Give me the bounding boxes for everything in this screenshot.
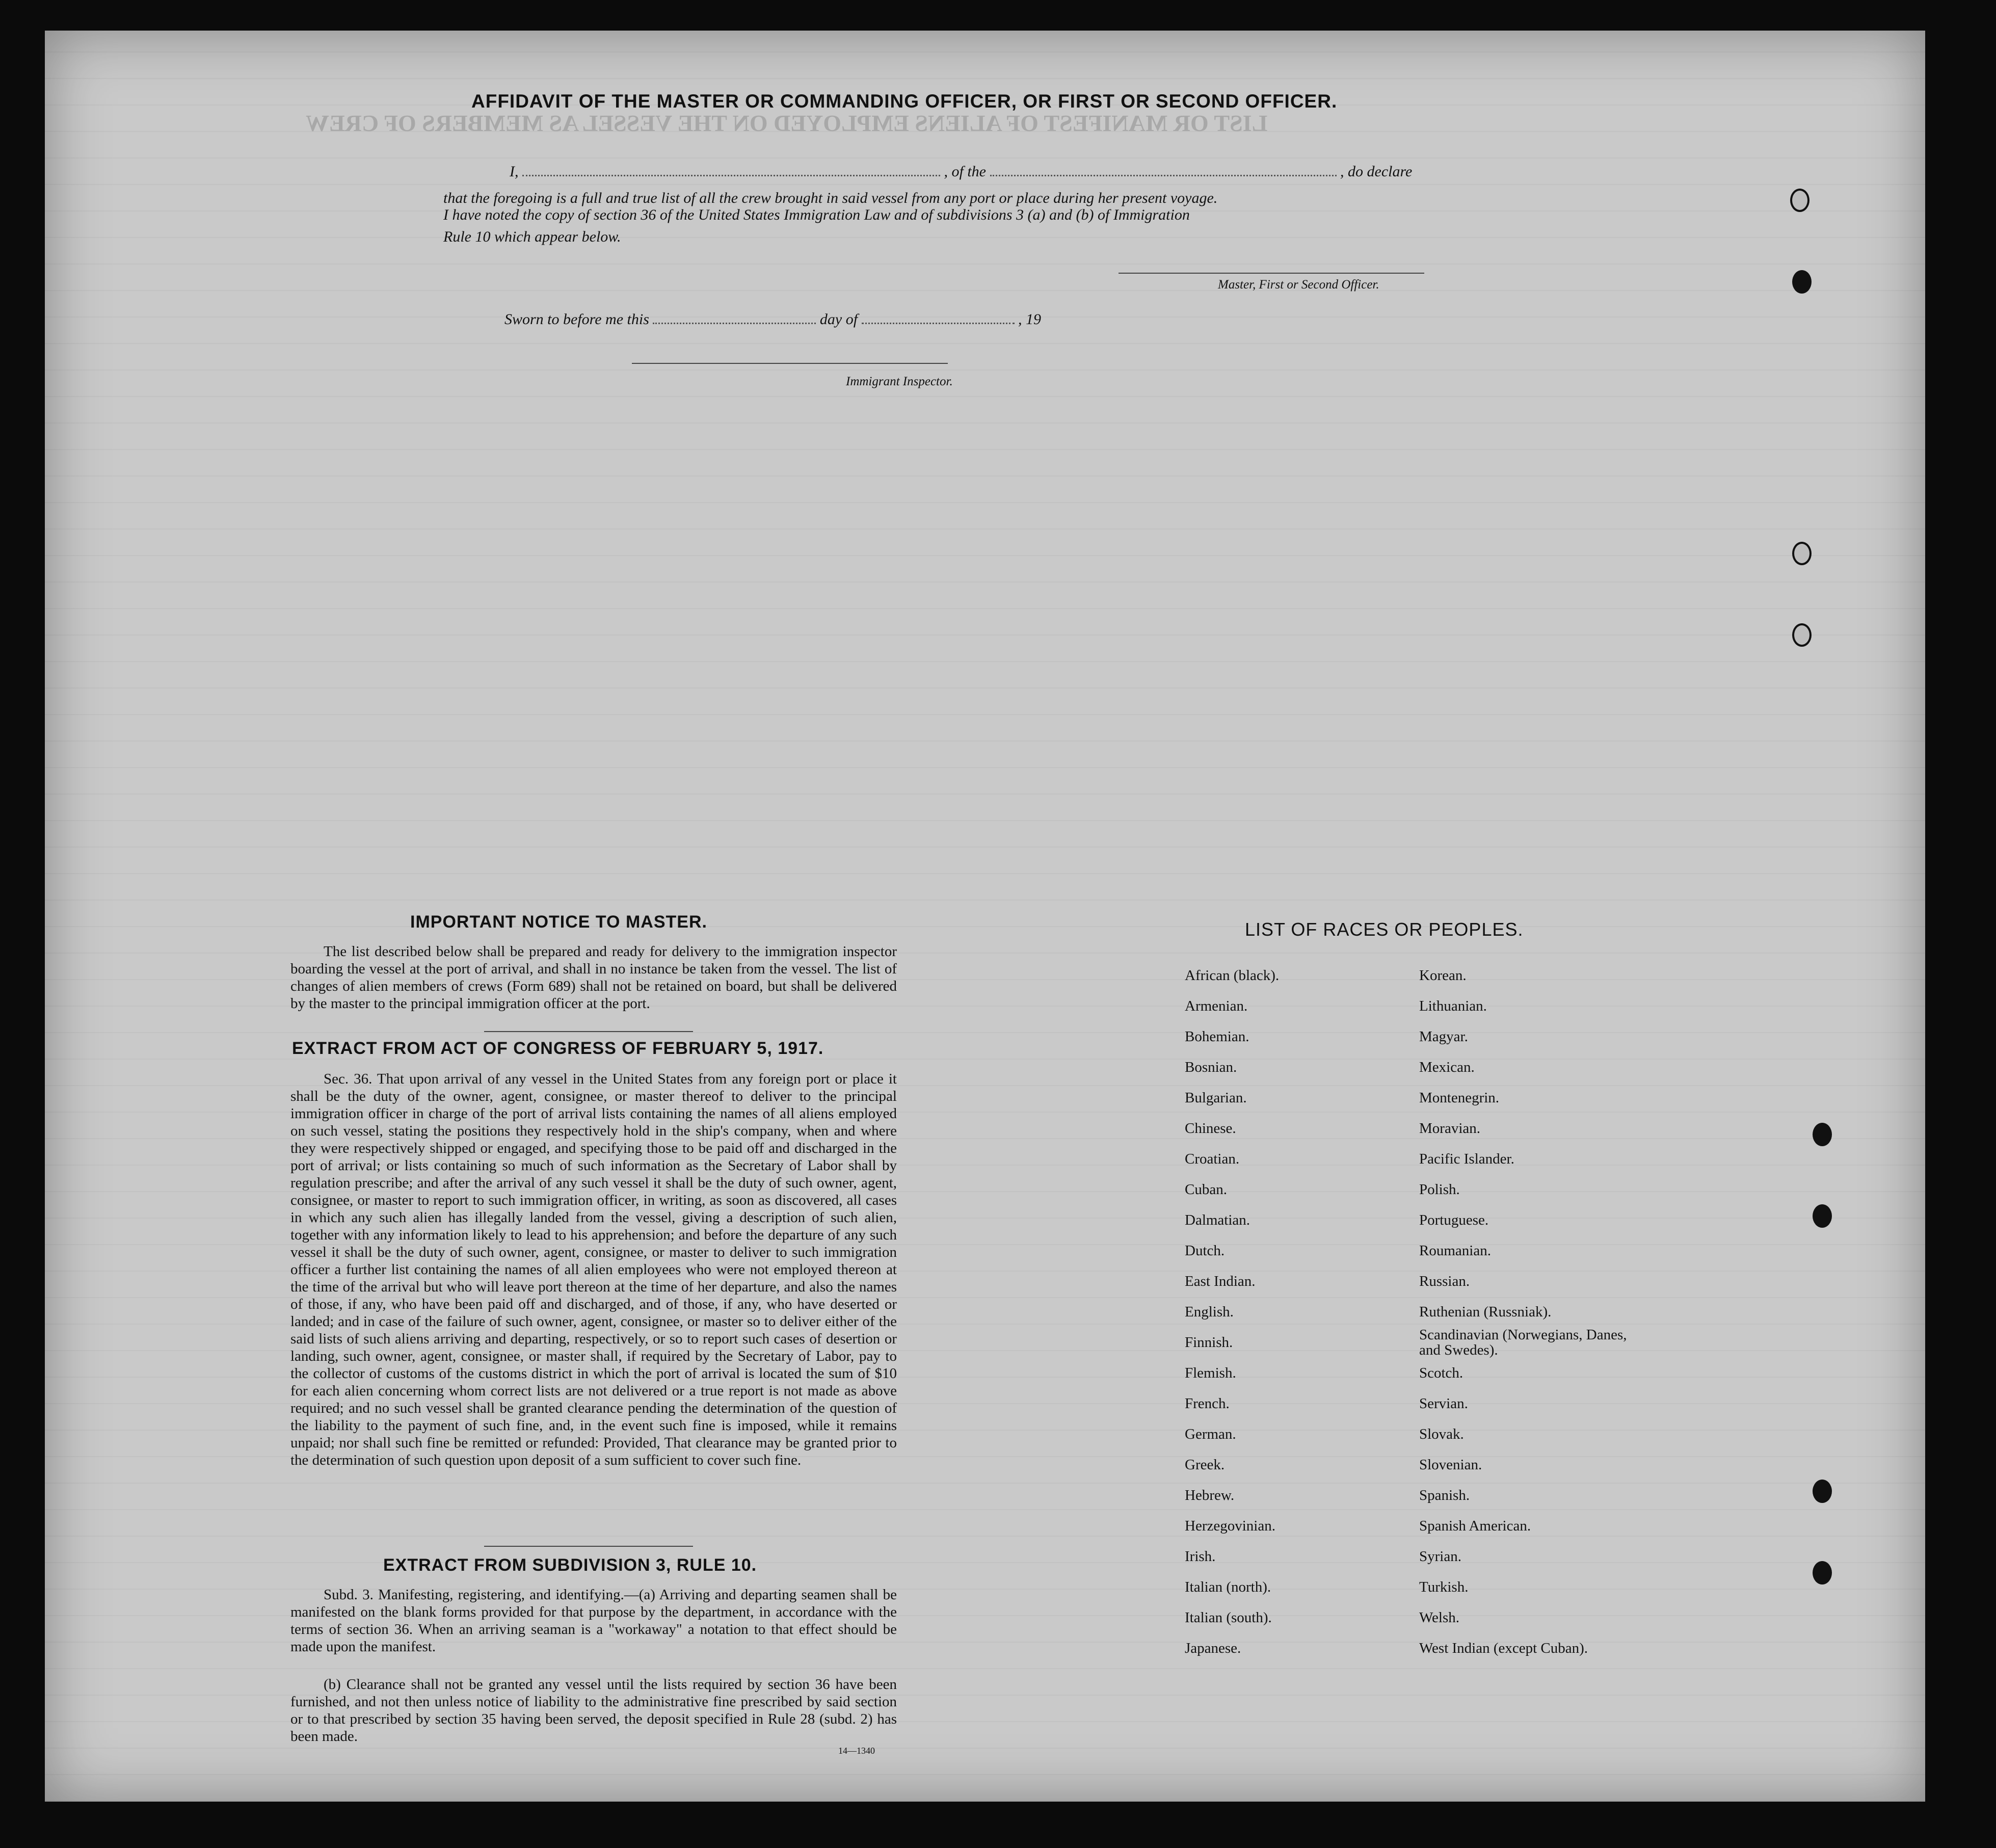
- race-item: Pacific Islander.: [1419, 1151, 1514, 1167]
- races-column-2: [1419, 960, 1633, 1664]
- race-item: Scandinavian (Norwegians, Danes, and Swedes).: [1419, 1327, 1627, 1358]
- race-item: Irish.: [1185, 1548, 1216, 1565]
- race-item: Cuban.: [1185, 1181, 1227, 1198]
- races-heading: LIST OF RACES OR PEOPLES.: [1245, 919, 1524, 940]
- affidavit-line-3: I have noted the copy of section 36 of the United States Immigration Law and of subdivisions 3 (a) and (b) of Immigration: [443, 206, 1190, 223]
- race-item: Flemish.: [1185, 1365, 1236, 1381]
- races-column-1: [1185, 960, 1279, 1664]
- race-item: Italian (north).: [1185, 1579, 1271, 1595]
- vessel-name-blank[interactable]: [990, 175, 1337, 176]
- race-item: Lithuanian.: [1419, 998, 1487, 1014]
- race-item: Slovenian.: [1419, 1457, 1482, 1473]
- affidavit-title: AFFIDAVIT OF THE MASTER OR COMMANDING OFFICER, OR FIRST OR SECOND OFFICER.: [471, 91, 1338, 112]
- race-item: West Indian (except Cuban).: [1419, 1640, 1588, 1656]
- race-item: Japanese.: [1185, 1640, 1241, 1656]
- extract-rule-text-a: Subd. 3. Manifesting, registering, and identifying.—(a) Arriving and departing seamen shall be manifested on the blank forms provided for that purpose by the department, in accordance with the terms of section 36. When an arriving seaman is a "workaway" a notation to that effect should be made upon the manifest.: [290, 1587, 897, 1655]
- affidavit-line-2: that the foregoing is a full and true list of all the crew brought in said vessel from any port or place during her present voyage.: [443, 190, 1218, 206]
- notice-heading: IMPORTANT NOTICE TO MASTER.: [410, 912, 707, 932]
- race-item: Korean.: [1419, 967, 1467, 984]
- race-item: Croatian.: [1185, 1151, 1240, 1167]
- binder-hole-icon: [1813, 1123, 1832, 1146]
- race-item: Portuguese.: [1419, 1212, 1489, 1228]
- race-item: Bulgarian.: [1185, 1090, 1247, 1106]
- race-item: Dalmatian.: [1185, 1212, 1250, 1228]
- race-item: Chinese.: [1185, 1120, 1236, 1137]
- inspector-signature-line[interactable]: [632, 363, 948, 364]
- race-item: Roumanian.: [1419, 1243, 1491, 1259]
- race-item: Dutch.: [1185, 1243, 1225, 1259]
- affidavit-line-1: I, , of the , do declare: [510, 163, 1413, 180]
- extract-act-text: Sec. 36. That upon arrival of any vessel in the United States from any foreign port or place it shall be the duty of the owner, agent, consignee, or master thereof to deliver to the principal immigration officer in charge of the port of arrival lists containing the names of all aliens employed on such vessel, stating the positions they respectively hold in the ship's company, when and where they were respectively shipped or engaged, and specifying those to be paid off and discharged in the port of arrival; or lists containing so much of such information as the Secretary of Labor shall by regulation prescribe; and after the arrival of any such vessel it shall be the duty of such owner, agent, consignee, or master to report to such immigration officer, in writing, as soon as discovered, all cases in which any such alien has illegally landed from the vessel, giving a description of such alien, together with any information likely to lead to his apprehension; and before the departure of any such vessel it shall be the duty of such owner, agent, consignee, or master to deliver to such immigration officer a further list containing the names of all alien employees who were not employed thereon at the time of the arrival but who will leave port thereon at the time of her departure, and also the names of those, if any, who have been paid off and discharged, and of those, if any, who have deserted or landed; and in case of the failure of such owner, agent, consignee, or master so to deliver either of the said lists of such aliens arriving and departing, respectively, or so to report such cases of desertion or landing, such owner, agent, consignee, or master shall, if required by the Secretary of Labor, pay to the collector of customs of the customs district in which the port of arrival is located the sum of $10 for each alien concerning whom correct lists are not delivered or a true report is not made as above required; and no such vessel shall be granted clearance pending the determination of the question of the liability to the payment of such fine, and, in the event such fine is imposed, while it remains unpaid; nor shall such fine be remitted or refunded: Provided, That clearance may be granted prior to the determination of such question upon deposit of a sum sufficient to cover such fine.: [290, 1071, 897, 1468]
- race-item: Welsh.: [1419, 1609, 1460, 1626]
- race-item: Herzegovinian.: [1185, 1518, 1275, 1534]
- binder-hole-icon: [1813, 1480, 1832, 1503]
- race-item: Bosnian.: [1185, 1059, 1237, 1075]
- officer-signature-label: Master, First or Second Officer.: [1218, 278, 1379, 292]
- race-item: Slovak.: [1419, 1426, 1464, 1442]
- binder-hole-icon: [1792, 270, 1812, 294]
- race-item: Armenian.: [1185, 998, 1248, 1014]
- bleed-through-ghost: LIST OR MANIFEST OF ALIENS EMPLOYED ON THE VESSEL AS MEMBERS OF CREW: [306, 110, 1268, 136]
- binder-hole-icon: [1790, 189, 1809, 212]
- race-item: Syrian.: [1419, 1548, 1461, 1565]
- race-item: Bohemian.: [1185, 1028, 1249, 1045]
- manifest-sheet: [45, 31, 1925, 1802]
- race-item: Servian.: [1419, 1395, 1468, 1412]
- sworn-line: Sworn to before me this day of , 19: [504, 311, 1042, 328]
- form-number: 14—1340: [838, 1746, 875, 1756]
- extract-act-divider: [484, 1546, 693, 1547]
- notice-text: The list described below shall be prepared and ready for delivery to the immigration inspector boarding the vessel at the port of arrival, and shall in no instance be taken from the vessel. The list of changes of alien members of crews (Form 689) shall not be retained on board, but shall be delivered by the master to the principal immigration officer at the port.: [290, 943, 897, 1012]
- race-item: French.: [1185, 1395, 1230, 1412]
- sworn-day-blank[interactable]: [653, 323, 816, 324]
- binder-hole-icon: [1792, 623, 1812, 647]
- extract-rule-heading: EXTRACT FROM SUBDIVISION 3, RULE 10.: [383, 1555, 757, 1575]
- binder-hole-icon: [1813, 1561, 1832, 1585]
- race-item: English.: [1185, 1304, 1234, 1320]
- race-item: Hebrew.: [1185, 1487, 1235, 1503]
- notice-divider: [484, 1031, 693, 1032]
- sworn-month-blank[interactable]: [862, 323, 1015, 324]
- race-item: Scotch.: [1419, 1365, 1463, 1381]
- race-item: Spanish American.: [1419, 1518, 1531, 1534]
- binder-hole-icon: [1813, 1204, 1832, 1228]
- race-item: Finnish.: [1185, 1334, 1233, 1351]
- race-item: Moravian.: [1419, 1120, 1480, 1137]
- extract-act-heading: EXTRACT FROM ACT OF CONGRESS OF FEBRUARY 5, 1917.: [292, 1039, 824, 1058]
- race-item: Polish.: [1419, 1181, 1460, 1198]
- binder-hole-icon: [1792, 542, 1812, 565]
- declarant-name-blank[interactable]: [522, 175, 940, 176]
- inspector-signature-label: Immigrant Inspector.: [846, 375, 953, 388]
- race-item: Turkish.: [1419, 1579, 1469, 1595]
- race-item: Italian (south).: [1185, 1609, 1272, 1626]
- race-item: African (black).: [1185, 967, 1280, 984]
- race-item: Spanish.: [1419, 1487, 1470, 1503]
- race-item: Greek.: [1185, 1457, 1225, 1473]
- race-item: Russian.: [1419, 1273, 1470, 1289]
- race-item: Ruthenian (Russniak).: [1419, 1304, 1552, 1320]
- race-item: Montenegrin.: [1419, 1090, 1500, 1106]
- affidavit-line-4: Rule 10 which appear below.: [443, 228, 621, 245]
- race-item: German.: [1185, 1426, 1236, 1442]
- extract-rule-text-b: (b) Clearance shall not be granted any vessel until the lists required by section 36 have been furnished, and not then unless notice of liability to the administrative fine prescribed by said section or to that prescribed by section 35 having been served, the deposit specified in Rule 28 (subd. 2) has been made.: [290, 1676, 897, 1745]
- race-item: Magyar.: [1419, 1028, 1468, 1045]
- race-item: East Indian.: [1185, 1273, 1256, 1289]
- race-item: Mexican.: [1419, 1059, 1475, 1075]
- officer-signature-line[interactable]: [1119, 273, 1424, 274]
